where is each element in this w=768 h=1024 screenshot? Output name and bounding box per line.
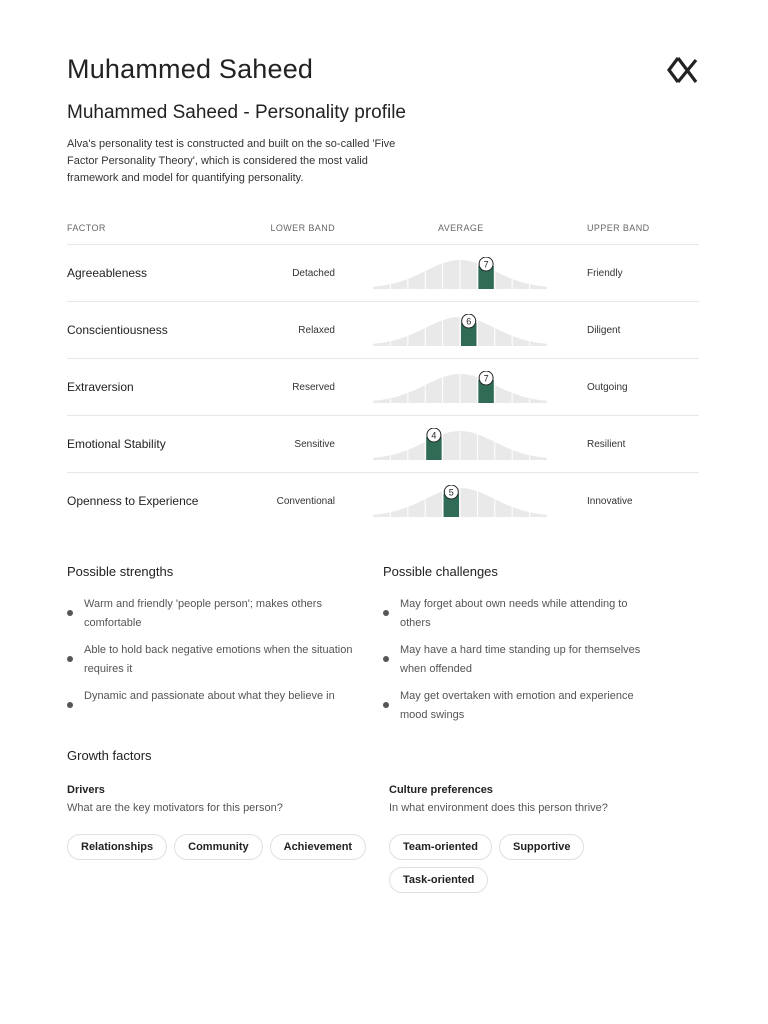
alva-logo-icon (666, 56, 698, 84)
personality-table (67, 220, 699, 529)
list-item: May get overtaken with emotion and experience mood swings (383, 687, 659, 725)
drivers-desc: What are the key motivators for this person? (67, 802, 283, 814)
upper-band-label: Diligent (587, 325, 621, 336)
upper-band-label: Friendly (587, 268, 623, 279)
tag-chip: Achievement (270, 834, 366, 860)
factor-name: Emotional Stability (67, 437, 166, 451)
culture-chips (389, 834, 629, 893)
candidate-name: Muhammed Saheed (67, 54, 314, 84)
drivers-chips (67, 834, 377, 860)
upper-band-label: Outgoing (587, 382, 628, 393)
score-distribution-chart (373, 485, 547, 519)
score-value: 4 (431, 430, 437, 441)
header-factor: FACTOR (67, 223, 106, 233)
strengths-title: Possible strengths (67, 564, 174, 579)
drivers-label: Drivers (67, 784, 105, 796)
score-value: 5 (448, 487, 454, 498)
profile-title: Muhammed Saheed - Personality profile (67, 102, 407, 123)
factor-name: Openness to Experience (67, 494, 199, 508)
tag-chip: Team-oriented (389, 834, 492, 860)
factor-name: Extraversion (67, 380, 134, 394)
score-value: 7 (483, 373, 489, 384)
score-distribution-chart (373, 371, 547, 405)
table-row (67, 472, 699, 529)
lower-band-label: Sensitive (294, 439, 335, 450)
upper-band-label: Innovative (587, 496, 633, 507)
lower-band-label: Detached (292, 268, 335, 279)
header-upper-band: UPPER BAND (587, 223, 650, 233)
table-row (67, 244, 699, 301)
list-item: Able to hold back negative emotions when the situation requires it (67, 641, 357, 679)
lower-band-label: Relaxed (298, 325, 335, 336)
list-item: May forget about own needs while attending to others (383, 595, 659, 633)
strengths-list (67, 595, 357, 714)
tag-chip: Supportive (499, 834, 584, 860)
list-item: May have a hard time standing up for themselves when offended (383, 641, 659, 679)
score-distribution-chart (373, 428, 547, 462)
header-lower-band: LOWER BAND (270, 223, 335, 233)
challenges-list (383, 595, 659, 733)
list-item: Dynamic and passionate about what they believe in (67, 687, 357, 706)
profile-intro: Alva's personality test is constructed and built on the so-called 'Five Factor Personality Theory', which is considered the most valid framework and model for quantifying personality. (67, 138, 396, 184)
lower-band-label: Conventional (276, 496, 335, 507)
challenges-title: Possible challenges (383, 564, 498, 579)
table-row (67, 301, 699, 358)
list-item: Warm and friendly 'people person'; makes others comfortable (67, 595, 357, 633)
score-value: 7 (483, 259, 489, 270)
table-header (67, 220, 699, 244)
culture-label: Culture preferences (389, 784, 493, 796)
upper-band-label: Resilient (587, 439, 626, 450)
score-distribution-chart (373, 314, 547, 348)
header-average: AVERAGE (438, 223, 484, 233)
score-value: 6 (466, 316, 472, 327)
culture-desc: In what environment does this person thrive? (389, 802, 608, 814)
table-row (67, 358, 699, 415)
factor-name: Conscientiousness (67, 323, 168, 337)
tag-chip: Community (174, 834, 263, 860)
table-row (67, 415, 699, 472)
tag-chip: Task-oriented (389, 867, 488, 893)
tag-chip: Relationships (67, 834, 167, 860)
growth-title: Growth factors (67, 748, 152, 763)
factor-name: Agreeableness (67, 266, 148, 280)
score-distribution-chart (373, 257, 547, 291)
lower-band-label: Reserved (292, 382, 335, 393)
